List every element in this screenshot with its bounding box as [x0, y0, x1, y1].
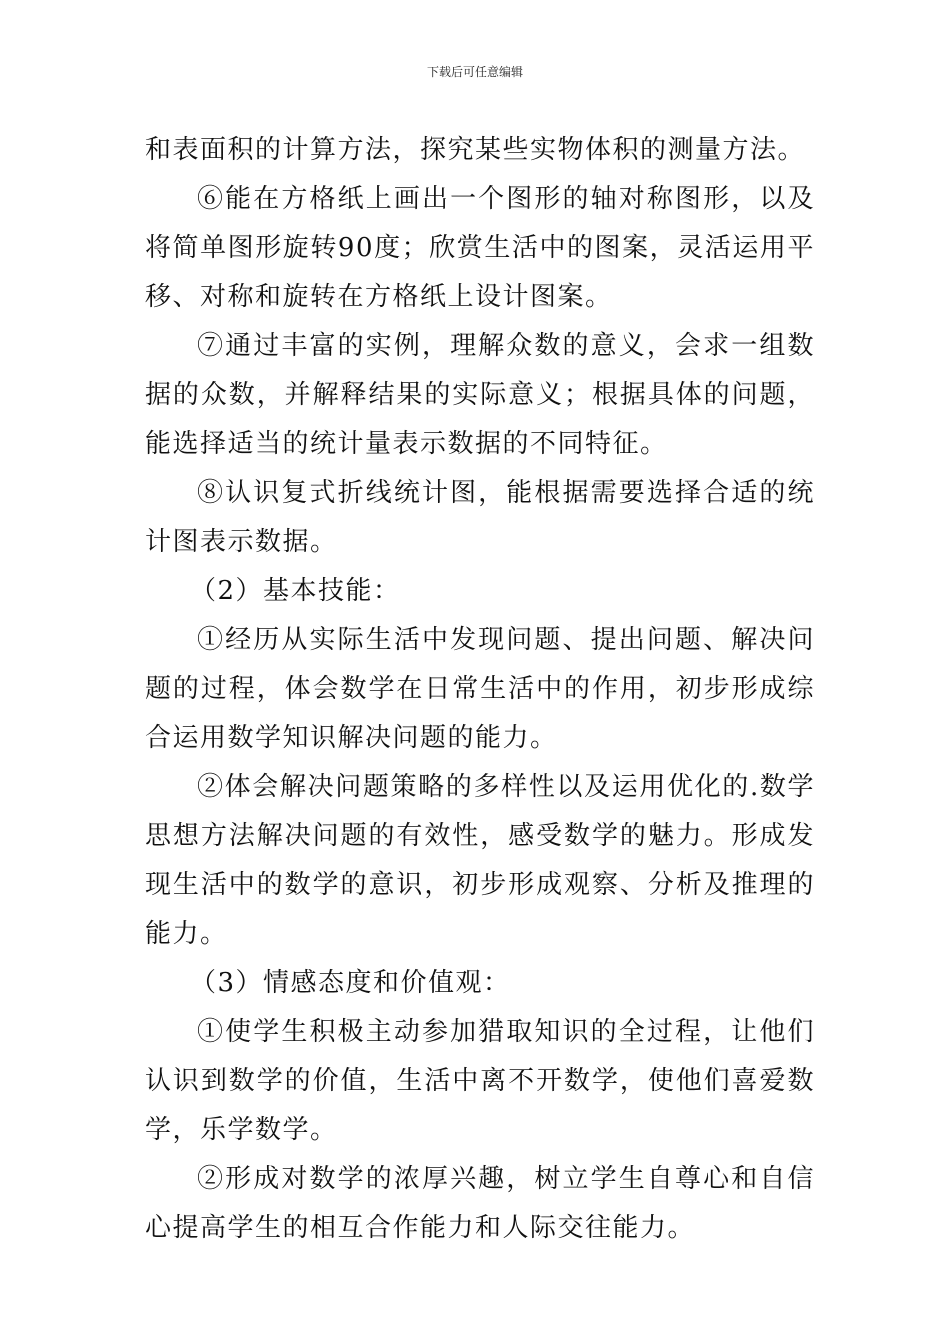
- page-header-note: 下载后可任意编辑: [426, 65, 523, 79]
- list-item-skills-2: ②体会解决问题策略的多样性以及运用优化的.数学思想方法解决问题的有效性，感受数学的魅力。形成发现生活中的数学的意识，初步形成观察、分析及推理的能力。: [145, 772, 815, 949]
- list-item-8: ⑧认识复式折线统计图，能根据需要选择合适的统计图表示数据。: [145, 478, 815, 557]
- document-body: [145, 126, 815, 1253]
- list-item-7: ⑦通过丰富的实例，理解众数的意义，会求一组数据的众数，并解释结果的实际意义；根据具体的问题，能选择适当的统计量表示数据的不同特征。: [145, 331, 815, 459]
- list-item-attitudes-1: ①使学生积极主动参加猎取知识的全过程，让他们认识到数学的价值，生活中离不开数学，使他们喜爱数学，乐学数学。: [145, 1017, 815, 1145]
- list-item-skills-1: ①经历从实际生活中发现问题、提出问题、解决问题的过程，体会数学在日常生活中的作用，初步形成综合运用数学知识解决问题的能力。: [145, 625, 815, 753]
- section-heading-attitudes: （3）情感态度和价值观：: [190, 968, 511, 998]
- list-item-6: ⑥能在方格纸上画出一个图形的轴对称图形，以及将简单图形旋转90度；欣赏生活中的图案，灵活运用平移、对称和旋转在方格纸上设计图案。: [145, 184, 815, 312]
- list-item-attitudes-2: ②形成对数学的浓厚兴趣，树立学生自尊心和自信心提高学生的相互合作能力和人际交往能力。: [145, 1164, 815, 1243]
- section-heading-basic-skills: （2）基本技能：: [190, 576, 401, 606]
- paragraph-continuation: 和表面积的计算方法，探究某些实物体积的测量方法。: [145, 135, 806, 165]
